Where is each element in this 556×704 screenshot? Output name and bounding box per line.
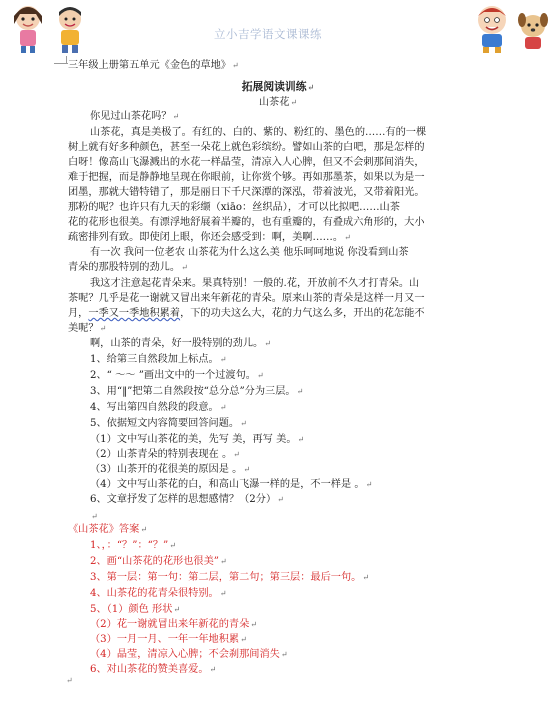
answer-item: 4、山茶花的花青朵很特别。↵ bbox=[90, 588, 227, 599]
passage-line: 疏密排列有致。即使闭上眼，你还会感受到：啊，美啊……。↵ bbox=[68, 232, 351, 243]
dog-mascot-icon bbox=[514, 8, 552, 52]
passage-line: 白呀！像高山飞瀑溅出的水花一样晶莹，清凉入人心脾，但又不会刺那间消失， bbox=[68, 157, 425, 168]
document-breadcrumb: 三年级上册第五单元《金色的草地》↵ bbox=[68, 60, 239, 71]
answer-item: （4）晶莹，清凉入心脾；不会刹那间消失↵ bbox=[90, 649, 288, 660]
passage-line: 难于把握，而是静静地呈现在你眼前，让你赏个够。再如那墨茶，如果以为是一 bbox=[68, 172, 425, 183]
passage-line: 你见过山茶花吗？↵ bbox=[90, 111, 180, 122]
question-item: 3、用“‖”把第二自然段按“总分总”分为三层。↵ bbox=[90, 386, 304, 397]
blank-paragraph-mark: ↵ bbox=[91, 512, 98, 521]
answer-item: 2、画“山茶花的花形也很美”↵ bbox=[90, 556, 227, 567]
passage-line: 花的花形也很美。有漂浮地舒展着半瓣的，也有重瓣的，有叠成六角形的，大小 bbox=[68, 217, 425, 228]
question-item: （4）文中写山茶花的白，和高山飞瀑一样的是，不一样是 。↵ bbox=[90, 479, 373, 490]
question-item: （3）山茶开的花很美的原因是 。↵ bbox=[90, 464, 251, 475]
header-site-name: 立小吉学语文课课练 bbox=[214, 27, 322, 41]
passage-line: 啊，山茶的青朵，好一股特别的劲儿。↵ bbox=[90, 338, 271, 349]
passage-line: 我这才注意起花青朵来。果真特别！一般的.花，开放前不久才打青朵。山 bbox=[90, 278, 420, 289]
page-header bbox=[0, 0, 556, 58]
passage-line: 茶呢？几乎是花一谢就又冒出来年新花的青朵。原来山茶的青朵是这样一月又一 bbox=[68, 293, 425, 304]
boy-mascot-icon bbox=[52, 4, 88, 54]
question-item: （1）文中写山茶花的美，先写 美，再写 美。↵ bbox=[90, 434, 305, 445]
answer-item: （2）花一谢就冒出来年新花的青朵↵ bbox=[90, 619, 257, 630]
answer-item: 3、第一层：第一句：第二层，第二句；第三层：最后一句。↵ bbox=[90, 572, 370, 583]
passage-line: 团墨，那就大错特错了，那是丽日下千尺深潭的深泓，带着波光，又带着阳光。 bbox=[68, 187, 425, 198]
passage-line: 山茶花，真是美极了。有红的、白的、紫的、粉红的、墨色的……有的一棵 bbox=[90, 127, 427, 138]
answer-item: 6、对山茶花的赞美喜爱。↵ bbox=[90, 664, 217, 675]
cartoon-kid-mascot-icon bbox=[470, 2, 514, 54]
girl-mascot-icon bbox=[8, 2, 48, 54]
question-item: 1、给第三自然段加上标点。↵ bbox=[90, 354, 227, 365]
passage-line: 青朵的那股特别的劲儿。↵ bbox=[68, 262, 188, 273]
question-item: 5、依据短文内容简要回答问题。↵ bbox=[90, 418, 247, 429]
question-item: 6、文章抒发了怎样的思想感情？（2分）↵ bbox=[90, 494, 284, 505]
answer-item: 5、（1）颜色 形状↵ bbox=[90, 604, 181, 615]
document-title: 拓展阅读训练↵ bbox=[241, 80, 315, 93]
trailing-paragraph-mark: ↵ bbox=[66, 676, 73, 685]
passage-line: 树上就有好多种颜色，甚至一朵花上就色彩缤纷。譬如山茶的白吧，那是怎样的 bbox=[68, 142, 425, 153]
passage-line: 有一次 我问一位老农 山茶花为什么这么美 他乐呵呵地说 你没看到山茶 bbox=[90, 247, 409, 258]
wavy-underlined-text: 一季又一季地积累着 bbox=[88, 308, 181, 319]
document-subtitle: 山茶花↵ bbox=[258, 97, 298, 108]
answer-item: （3）一月一月、一年一年地积累↵ bbox=[90, 634, 247, 645]
question-item: （2）山茶青朵的特别表现在 。↵ bbox=[90, 449, 240, 460]
passage-line: 月，一季又一季地积累着，下的功夫这么大，花的力气这么多，开出的花怎能不 bbox=[68, 308, 425, 319]
page-corner-mark bbox=[54, 63, 68, 64]
question-item: 4、写出第四自然段的段意。↵ bbox=[90, 402, 227, 413]
answer-title: 《山茶花》答案↵ bbox=[68, 524, 148, 535]
passage-line: 美呢？↵ bbox=[68, 323, 107, 334]
passage-line: 那粉的呢？也许只有九天的彩缬（xiāo：丝织品），才可以比拟吧……山茶 bbox=[68, 202, 400, 213]
question-item: 2、“ ～～ ”画出文中的一个过渡句。↵ bbox=[90, 370, 264, 381]
answer-item: 1、，：“？”：“？”↵ bbox=[90, 540, 176, 551]
